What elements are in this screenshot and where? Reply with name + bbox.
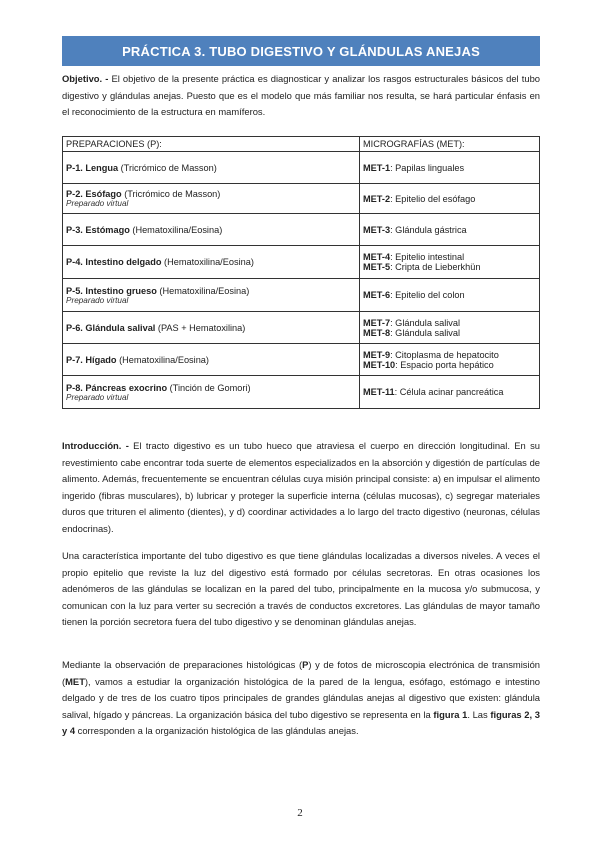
micrograph-code: MET-6	[363, 290, 391, 300]
micrograph-entry	[363, 252, 536, 262]
virtual-note: Preparado virtual	[66, 199, 129, 208]
micrograph-entry	[363, 328, 536, 338]
micrograph-desc: : Célula acinar pancreática	[394, 387, 504, 397]
micrograph-entry	[363, 318, 536, 328]
micrograph-entry	[363, 194, 536, 204]
micrograph-cell	[360, 152, 540, 184]
micrograph-desc: : Glándula salival	[390, 317, 461, 328]
table-row	[63, 344, 540, 376]
micrograph-entry	[363, 262, 536, 272]
preparation-cell	[63, 344, 360, 376]
preparation-code: P-5. Intestino grueso	[66, 285, 157, 296]
micrograph-entry	[363, 360, 536, 370]
preparation-code: P-4. Intestino delgado	[66, 257, 162, 267]
micrograph-cell	[360, 184, 540, 214]
preparation-code: P-3. Estómago	[66, 224, 130, 235]
micrograph-code: MET-4	[363, 252, 391, 262]
preparation-code: P-6. Glándula salival	[66, 322, 156, 333]
preparation-cell	[63, 152, 360, 184]
preparation-code: P-2. Esófago	[66, 189, 122, 199]
micrograph-entry	[363, 387, 536, 397]
glands-paragraph: Una característica importante del tubo digestivo es que tiene glándulas localizadas a diversos niveles. A veces el propio epitelio que reviste la luz del digestivo está formado por células secretoras. En otras ocasiones los adenómeros de las glándulas se localizan en la pared del tubo, principalmente en la mucosa y/o submucosa, y comunican con la luz para verter su secreción a través de conductos excretores. Las glándulas de mayor tamaño tienen la porción secretora fuera del tubo digestivo y se denominan glándulas anejas.	[62, 550, 540, 628]
table-row	[63, 152, 540, 184]
table-header-row	[63, 137, 540, 152]
table-row	[63, 246, 540, 279]
table-row	[63, 376, 540, 409]
micrograph-entry	[363, 225, 536, 235]
preparation-stain: (Hematoxilina/Eosina)	[129, 224, 223, 235]
preparation-stain: (Hematoxilina/Eosina)	[161, 257, 254, 267]
table-row	[63, 214, 540, 246]
preparation-code: P-1. Lengua	[66, 162, 119, 173]
micrograph-code: MET-11	[363, 387, 395, 397]
micrograph-desc: : Cripta de Lieberkhün	[390, 262, 481, 272]
micrograph-code: MET-8	[363, 327, 391, 338]
micrograph-code: MET-2	[363, 193, 391, 204]
virtual-note: Preparado virtual	[66, 295, 129, 305]
micrograph-cell	[360, 214, 540, 246]
virtual-note: Preparado virtual	[66, 392, 129, 402]
micrograph-code: MET-10	[363, 359, 396, 370]
preparation-cell	[63, 184, 360, 214]
table-body	[63, 152, 540, 409]
micrograph-cell	[360, 376, 540, 409]
objective-text: El objetivo de la presente práctica es diagnosticar y analizar los rasgos estructurales básicos del tubo digestivo y glándulas anejas. Puesto que es el modelo que más familiar nos resulta, se hará particular énfasis en el reconocimiento de la estructura en mamíferos.	[62, 73, 540, 118]
preparation-code: P-8. Páncreas exocrino	[66, 382, 168, 393]
preparation-code: P-7. Hígado	[66, 354, 117, 365]
preparation-stain: (Tricrómico de Masson)	[121, 189, 221, 199]
micrograph-desc: : Epitelio intestinal	[390, 252, 465, 262]
intro-label: Introducción. -	[62, 440, 129, 451]
objective-label: Objetivo. -	[62, 73, 109, 84]
page-title: PRÁCTICA 3. TUBO DIGESTIVO Y GLÁNDULAS ANEJAS	[62, 36, 540, 66]
micrograph-entry	[363, 350, 536, 360]
micrograph-cell	[360, 344, 540, 376]
preparation-stain: (PAS + Hematoxilina)	[155, 322, 246, 333]
micrograph-code: MET-1	[363, 162, 391, 173]
methods-bold-fig1: figura 1	[433, 708, 468, 720]
page-number: 2	[297, 807, 303, 819]
micrograph-cell	[360, 279, 540, 312]
preparation-cell	[63, 312, 360, 344]
preparation-cell	[63, 279, 360, 312]
micrograph-code: MET-9	[363, 349, 391, 360]
micrograph-desc: : Epitelio del colon	[390, 290, 465, 300]
methods-bold-met: MET	[65, 675, 85, 687]
intro-text: El tracto digestivo es un tubo hueco que atraviesa el cuerpo en dirección longitudinal. En su revestimiento cabe encontrar toda suerte de elementos especializados en la absorción y digestión de partículas de alimento. Además, frecuentemente se encuentran células cuya misión principal consiste: a) en impulsar el alimento ingerido (fibras musculares), b) lubricar y proteger la superficie interna (células mucosas), c) segregar materiales duros que trituren el alimento (dientes), y d) coordinar actividades a lo largo del tracto digestivo (neuronas, células endocrinas).	[62, 440, 540, 534]
preparation-stain: (Hematoxilina/Eosina)	[116, 354, 209, 365]
preparation-cell	[63, 246, 360, 279]
header-micrographs: MICROGRAFÍAS (MET):	[360, 137, 540, 152]
methods-paragraph	[62, 657, 540, 740]
methods-text-3: ), vamos a estudiar la organización histológica de la pared de la lengua, esófago, estómago e intestino delgado y de tres de los cuatro tipos principales de grandes glándulas anejas al digestivo que existen: glándula salival, hígado y páncreas. La organización básica del tubo digestivo se representa en la	[62, 675, 540, 720]
micrograph-code: MET-7	[363, 317, 391, 328]
methods-text-5: corresponden a la organización histológica de las glándulas anejas.	[75, 725, 359, 737]
micrograph-entry	[363, 163, 536, 173]
methods-text-4: . Las	[467, 708, 491, 720]
preparations-table	[62, 136, 540, 409]
micrograph-code: MET-5	[363, 262, 391, 272]
preparation-stain: (Tinción de Gomori)	[167, 382, 251, 393]
methods-bold-p: P	[302, 659, 309, 670]
micrograph-entry	[363, 290, 536, 300]
intro-paragraph	[62, 438, 540, 538]
micrograph-cell	[360, 312, 540, 344]
micrograph-cell	[360, 246, 540, 279]
table-row	[63, 312, 540, 344]
micrograph-desc: : Citoplasma de hepatocito	[390, 349, 499, 360]
objective-paragraph	[62, 71, 540, 121]
preparation-cell	[63, 214, 360, 246]
methods-text-2: ) y de fotos de microscopia electrónica de transmisión (	[62, 659, 540, 687]
preparation-stain: (Tricrómico de Masson)	[118, 162, 217, 173]
micrograph-desc: : Papilas linguales	[390, 162, 465, 173]
table-row	[63, 279, 540, 312]
preparation-stain: (Hematoxilina/Eosina)	[156, 285, 250, 296]
micrograph-desc: : Glándula salival	[390, 327, 461, 338]
micrograph-desc: : Epitelio del esófago	[390, 193, 476, 204]
methods-text-1: Mediante la observación de preparaciones histológicas (	[62, 659, 303, 670]
methods-bold-figs: figuras 2, 3 y 4	[62, 708, 540, 737]
micrograph-desc: : Espacio porta hepático	[395, 359, 494, 370]
table-row	[63, 184, 540, 214]
header-preparations: PREPARACIONES (P):	[63, 137, 360, 152]
preparation-cell	[63, 376, 360, 409]
micrograph-desc: : Glándula gástrica	[390, 224, 467, 235]
micrograph-code: MET-3	[363, 224, 391, 235]
